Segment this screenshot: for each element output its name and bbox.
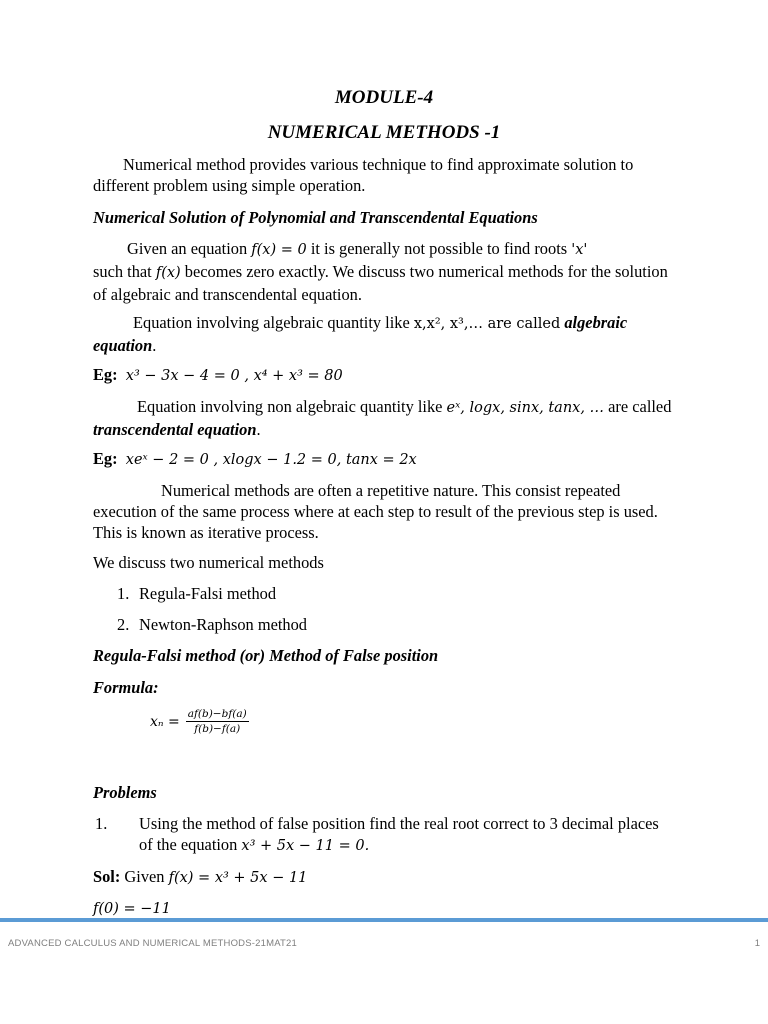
page-number: 1 bbox=[754, 938, 760, 949]
transcendental-definition: Equation involving non algebraic quantity like eˣ, logx, sinx, tanx, … are called transcendental equation. bbox=[93, 397, 672, 439]
formula-label: Formula: bbox=[93, 678, 159, 697]
given-equation-paragraph: Given an equation f(x) = 0 it is generally not possible to find roots 'x' such that f(x) becomes zero exactly. We discuss two numerical methods for the solution of algebraic and transcendental equation. bbox=[93, 239, 668, 304]
f0-line: f(0) = −11 bbox=[93, 901, 171, 917]
section-heading-polynomial: Numerical Solution of Polynomial and Transcendental Equations bbox=[93, 208, 538, 227]
intro-paragraph: Numerical method provides various technique to find approximate solution to different problem using simple operation. bbox=[93, 155, 634, 195]
discuss-line: We discuss two numerical methods bbox=[93, 553, 324, 572]
algebraic-definition: Equation involving algebraic quantity like x,x², x³,… are called algebraic equation. bbox=[93, 313, 628, 355]
section-heading-regula-falsi: Regula-Falsi method (or) Method of False position bbox=[93, 646, 439, 665]
list-item: 2. Newton-Raphson method bbox=[117, 615, 307, 634]
footer-divider bbox=[0, 918, 768, 922]
solution-line: Sol: Given f(x) = x³ + 5x − 11 bbox=[93, 867, 308, 886]
problems-heading: Problems bbox=[93, 783, 157, 802]
page-subtitle: NUMERICAL METHODS -1 bbox=[267, 122, 501, 143]
formula-lhs: xₙ = bbox=[150, 713, 180, 730]
list-item: 1. Regula-Falsi method bbox=[117, 584, 277, 603]
regula-falsi-formula bbox=[150, 708, 249, 735]
formula-numerator: af(b)−bf(a) bbox=[187, 708, 247, 720]
problem-1: 1. Using the method of false position find the real root correct to 3 decimal places of the equation x³ + 5x − 11 = 0. bbox=[95, 814, 659, 854]
formula-denominator: f(b)−f(a) bbox=[194, 723, 241, 735]
algebraic-example: Eg: x³ − 3x − 4 = 0 , x⁴ + x³ = 80 bbox=[93, 365, 343, 384]
footer-course-title: ADVANCED CALCULUS AND NUMERICAL METHODS-21MAT21 bbox=[8, 938, 298, 949]
page-title: MODULE-4 bbox=[334, 87, 434, 108]
transcendental-example: Eg: xeˣ − 2 = 0 , xlogx − 1.2 = 0, tanx = 2x bbox=[93, 449, 417, 468]
iterative-paragraph: Numerical methods are often a repetitive nature. This consist repeated execution of the same process where at each step to result of the previous step is used. This is known as iterative process. bbox=[93, 481, 658, 542]
